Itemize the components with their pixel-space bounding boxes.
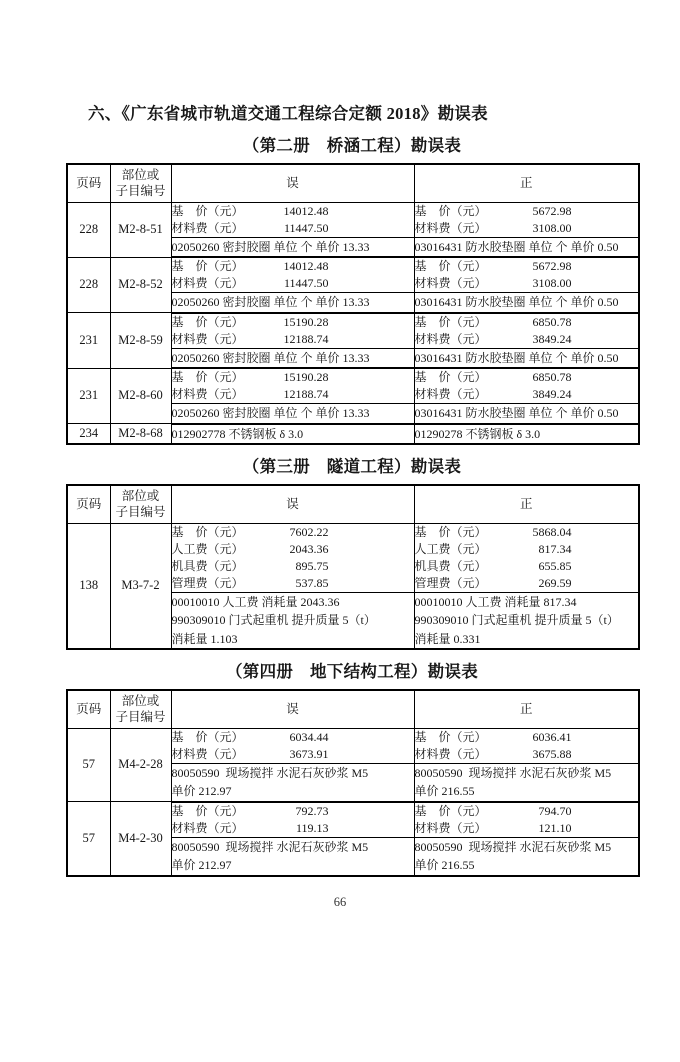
table-row <box>67 202 639 237</box>
fee-label: 基 价（元） <box>171 314 244 329</box>
col-header-page: 页码 <box>67 485 110 523</box>
page-number: 66 <box>333 894 347 909</box>
note-line: 80050590 现场搅拌 水泥石灰砂浆 M5 <box>171 839 369 854</box>
note-line: 消耗量 1.103 <box>171 631 238 646</box>
fee-line <box>415 524 639 541</box>
errata-table-volume-3 <box>66 484 640 650</box>
fee-value: 14012.48 <box>283 259 329 273</box>
right-note-cell <box>414 837 639 876</box>
col-header-item-line2: 子目编号 <box>115 710 166 725</box>
right-fees-cell <box>414 523 639 592</box>
note-line: 990309010 门式起重机 提升质量 5（t） <box>414 613 619 627</box>
fee-value: 6036.41 <box>532 729 572 744</box>
fee-label: 基 价（元） <box>171 259 244 273</box>
item-cell: M4-2-30 <box>110 802 171 876</box>
fee-label: 基 价（元） <box>414 203 487 218</box>
fee-label: 机具费（元） <box>171 558 244 573</box>
fee-value: 14012.48 <box>283 203 329 218</box>
fee-label: 材料费（元） <box>171 387 244 401</box>
note-line: 80050590 现场搅拌 水泥石灰砂浆 M5 <box>414 839 612 854</box>
fee-line <box>415 220 639 237</box>
col-header-wrong: 误 <box>171 485 414 523</box>
fee-line <box>172 729 414 746</box>
document-title: 六、《广东省城市轨道交通工程综合定额 2018》勘误表 <box>88 104 488 123</box>
fee-label: 管理费（元） <box>171 575 244 590</box>
fee-label: 基 价（元） <box>171 370 244 384</box>
page-cell: 57 <box>67 802 110 876</box>
wrong-fees-cell <box>171 523 414 592</box>
fee-value: 11447.50 <box>283 276 329 290</box>
wrong-note-cell <box>171 237 414 257</box>
section-volume-3 <box>66 453 638 650</box>
note-line: 03016431 防水胶垫圈 单位 个 单价 0.50 <box>414 406 619 420</box>
fee-line <box>172 541 414 558</box>
note-line: 02050260 密封胶圈 单位 个 单价 13.33 <box>171 239 370 254</box>
fee-line <box>172 558 414 575</box>
fee-line <box>172 314 414 331</box>
item-cell: M2-8-60 <box>110 368 171 424</box>
note-line: 990309010 门式起重机 提升质量 5（t） <box>171 613 376 627</box>
section-volume-2 <box>66 132 638 445</box>
page-cell: 138 <box>67 523 110 649</box>
col-header-wrong: 误 <box>171 164 414 202</box>
fee-label: 人工费（元） <box>414 541 487 556</box>
fee-value: 6850.78 <box>532 370 572 384</box>
fee-line <box>415 258 639 275</box>
fee-value: 895.75 <box>295 558 329 573</box>
fee-value: 119.13 <box>295 820 329 835</box>
fee-line <box>415 203 639 220</box>
page-cell: 231 <box>67 368 110 424</box>
wrong-note-cell <box>171 837 414 876</box>
fee-line <box>172 331 414 348</box>
fee-value: 15190.28 <box>283 314 329 329</box>
fee-value: 3108.00 <box>532 276 572 290</box>
col-header-right: 正 <box>414 164 639 202</box>
wrong-fees-cell <box>171 802 414 838</box>
table-row <box>67 368 639 404</box>
fee-line <box>415 275 639 292</box>
fee-line <box>172 575 414 592</box>
right-note-cell <box>414 237 639 257</box>
col-header-item-line2: 子目编号 <box>115 184 166 199</box>
col-header-item <box>110 485 171 523</box>
right-note-cell <box>414 348 639 368</box>
fee-value: 5672.98 <box>532 259 572 273</box>
table-row <box>67 728 639 763</box>
fee-value: 817.34 <box>538 541 572 556</box>
fee-label: 管理费（元） <box>414 575 487 590</box>
fee-label: 基 价（元） <box>414 259 487 273</box>
note-line: 02050260 密封胶圈 单位 个 单价 13.33 <box>171 295 370 309</box>
item-cell: M4-2-28 <box>110 728 171 802</box>
fee-line <box>415 369 639 386</box>
fee-line <box>415 729 639 746</box>
fee-value: 11447.50 <box>283 220 329 235</box>
table-header-row <box>67 690 639 728</box>
fee-value: 6034.44 <box>289 729 329 744</box>
col-header-page: 页码 <box>67 690 110 728</box>
item-cell: M2-8-59 <box>110 313 171 369</box>
note-line: 单价 216.55 <box>414 784 475 798</box>
right-note-cell <box>414 293 639 313</box>
col-header-item <box>110 164 171 202</box>
wrong-fees-cell <box>171 368 414 404</box>
fee-value: 5868.04 <box>532 524 572 539</box>
note-line: 03016431 防水胶垫圈 单位 个 单价 0.50 <box>414 239 619 254</box>
note-line: 单价 216.55 <box>414 858 475 872</box>
section-subtitle: （第四册 地下结构工程）勘误表 <box>226 662 478 681</box>
wrong-fees-cell <box>171 728 414 763</box>
fee-line <box>172 746 414 763</box>
fee-line <box>415 575 639 592</box>
fee-value: 792.73 <box>295 803 329 818</box>
wrong-fees-cell <box>171 313 414 349</box>
fee-label: 材料费（元） <box>414 820 487 835</box>
item-cell: M3-7-2 <box>110 523 171 649</box>
note-line: 80050590 现场搅拌 水泥石灰砂浆 M5 <box>414 765 612 780</box>
fee-label: 基 价（元） <box>414 314 487 329</box>
wrong-note-cell <box>171 348 414 368</box>
fee-label: 材料费（元） <box>414 276 487 290</box>
errata-table-volume-2 <box>66 163 640 445</box>
fee-value: 15190.28 <box>283 370 329 384</box>
fee-value: 269.59 <box>538 575 572 590</box>
page-cell: 228 <box>67 257 110 313</box>
note-line: 80050590 现场搅拌 水泥石灰砂浆 M5 <box>171 765 369 780</box>
item-cell: M2-8-51 <box>110 202 171 257</box>
fee-line <box>172 820 414 837</box>
fee-line <box>172 386 414 403</box>
right-fees-cell <box>414 202 639 237</box>
fee-label: 材料费（元） <box>171 220 244 235</box>
fee-label: 基 价（元） <box>414 370 487 384</box>
fee-line <box>172 369 414 386</box>
fee-value: 6850.78 <box>532 314 572 329</box>
fee-line <box>415 314 639 331</box>
item-cell: M2-8-52 <box>110 257 171 313</box>
table-row <box>67 424 639 445</box>
fee-line <box>172 258 414 275</box>
wrong-note-cell <box>171 424 414 445</box>
note-line: 02050260 密封胶圈 单位 个 单价 13.33 <box>171 350 370 365</box>
note-line: 03016431 防水胶垫圈 单位 个 单价 0.50 <box>414 350 619 365</box>
wrong-note-cell <box>171 763 414 802</box>
fee-value: 7602.22 <box>289 524 329 539</box>
wrong-note-cell <box>171 404 414 424</box>
wrong-fees-cell <box>171 257 414 293</box>
fee-value: 2043.36 <box>289 541 329 556</box>
fee-label: 材料费（元） <box>414 331 487 346</box>
note-line: 00010010 人工费 消耗量 817.34 <box>414 594 577 609</box>
table-row <box>67 313 639 349</box>
fee-line <box>172 203 414 220</box>
right-note-cell <box>414 763 639 802</box>
document-page <box>0 100 680 910</box>
fee-line <box>415 541 639 558</box>
fee-label: 材料费（元） <box>414 746 487 761</box>
fee-label: 材料费（元） <box>171 746 244 761</box>
fee-value: 3108.00 <box>532 220 572 235</box>
page-cell: 234 <box>67 424 110 445</box>
fee-value: 5672.98 <box>532 203 572 218</box>
right-note-cell <box>414 404 639 424</box>
section-volume-4 <box>66 658 638 877</box>
wrong-fees-cell <box>171 202 414 237</box>
section-subtitle: （第三册 隧道工程）勘误表 <box>242 457 462 476</box>
fee-line <box>415 386 639 403</box>
note-line: 单价 212.97 <box>171 858 232 872</box>
table-header-row <box>67 485 639 523</box>
table-header-row <box>67 164 639 202</box>
fee-value: 121.10 <box>538 820 572 835</box>
right-fees-cell <box>414 728 639 763</box>
fee-label: 基 价（元） <box>171 803 244 818</box>
page-cell: 228 <box>67 202 110 257</box>
section-subtitle: （第二册 桥涵工程）勘误表 <box>242 136 462 155</box>
fee-label: 基 价（元） <box>414 524 487 539</box>
fee-value: 655.85 <box>538 558 572 573</box>
note-line: 消耗量 0.331 <box>414 631 481 646</box>
fee-line <box>415 803 639 820</box>
fee-value: 3849.24 <box>532 387 572 401</box>
fee-line <box>172 803 414 820</box>
item-cell: M2-8-68 <box>110 424 171 445</box>
fee-line <box>172 220 414 237</box>
right-fees-cell <box>414 257 639 293</box>
fee-line <box>172 524 414 541</box>
fee-label: 材料费（元） <box>414 220 487 235</box>
fee-label: 基 价（元） <box>171 729 244 744</box>
note-line: 单价 212.97 <box>171 784 232 798</box>
fee-line <box>415 331 639 348</box>
right-fees-cell <box>414 368 639 404</box>
fee-label: 材料费（元） <box>171 820 244 835</box>
errata-table-volume-4 <box>66 689 640 877</box>
right-note-cell <box>414 424 639 445</box>
fee-label: 基 价（元） <box>171 524 244 539</box>
col-header-item-line1: 部位或 <box>121 694 160 709</box>
fee-label: 机具费（元） <box>414 558 487 573</box>
wrong-note-cell <box>171 293 414 313</box>
table-row <box>67 257 639 293</box>
fee-value: 3673.91 <box>289 746 329 761</box>
fee-label: 人工费（元） <box>171 541 244 556</box>
right-fees-cell <box>414 802 639 838</box>
note-line: 01290278 不锈钢板 δ 3.0 <box>414 426 541 441</box>
page-cell: 231 <box>67 313 110 369</box>
fee-value: 794.70 <box>538 803 572 818</box>
right-fees-cell <box>414 313 639 349</box>
col-header-item <box>110 690 171 728</box>
fee-label: 材料费（元） <box>414 387 487 401</box>
table-row <box>67 523 639 592</box>
col-header-item-line2: 子目编号 <box>115 505 166 520</box>
col-header-wrong: 误 <box>171 690 414 728</box>
fee-label: 基 价（元） <box>171 203 244 218</box>
fee-value: 537.85 <box>295 575 329 590</box>
fee-line <box>415 558 639 575</box>
fee-line <box>415 820 639 837</box>
col-header-right: 正 <box>414 690 639 728</box>
fee-value: 3849.24 <box>532 331 572 346</box>
fee-line <box>415 746 639 763</box>
col-header-right: 正 <box>414 485 639 523</box>
wrong-note-cell <box>171 592 414 649</box>
note-line: 03016431 防水胶垫圈 单位 个 单价 0.50 <box>414 295 619 309</box>
page-cell: 57 <box>67 728 110 802</box>
fee-value: 12188.74 <box>283 387 329 401</box>
fee-value: 12188.74 <box>283 331 329 346</box>
fee-label: 材料费（元） <box>171 276 244 290</box>
col-header-page: 页码 <box>67 164 110 202</box>
fee-label: 基 价（元） <box>414 803 487 818</box>
note-line: 012902778 不锈钢板 δ 3.0 <box>171 426 304 441</box>
col-header-item-line1: 部位或 <box>121 168 160 183</box>
fee-line <box>172 275 414 292</box>
table-row <box>67 802 639 838</box>
fee-value: 3675.88 <box>532 746 572 761</box>
col-header-item-line1: 部位或 <box>121 489 160 504</box>
note-line: 02050260 密封胶圈 单位 个 单价 13.33 <box>171 406 370 420</box>
note-line: 00010010 人工费 消耗量 2043.36 <box>171 594 340 609</box>
right-note-cell <box>414 592 639 649</box>
fee-label: 材料费（元） <box>171 331 244 346</box>
fee-label: 基 价（元） <box>414 729 487 744</box>
